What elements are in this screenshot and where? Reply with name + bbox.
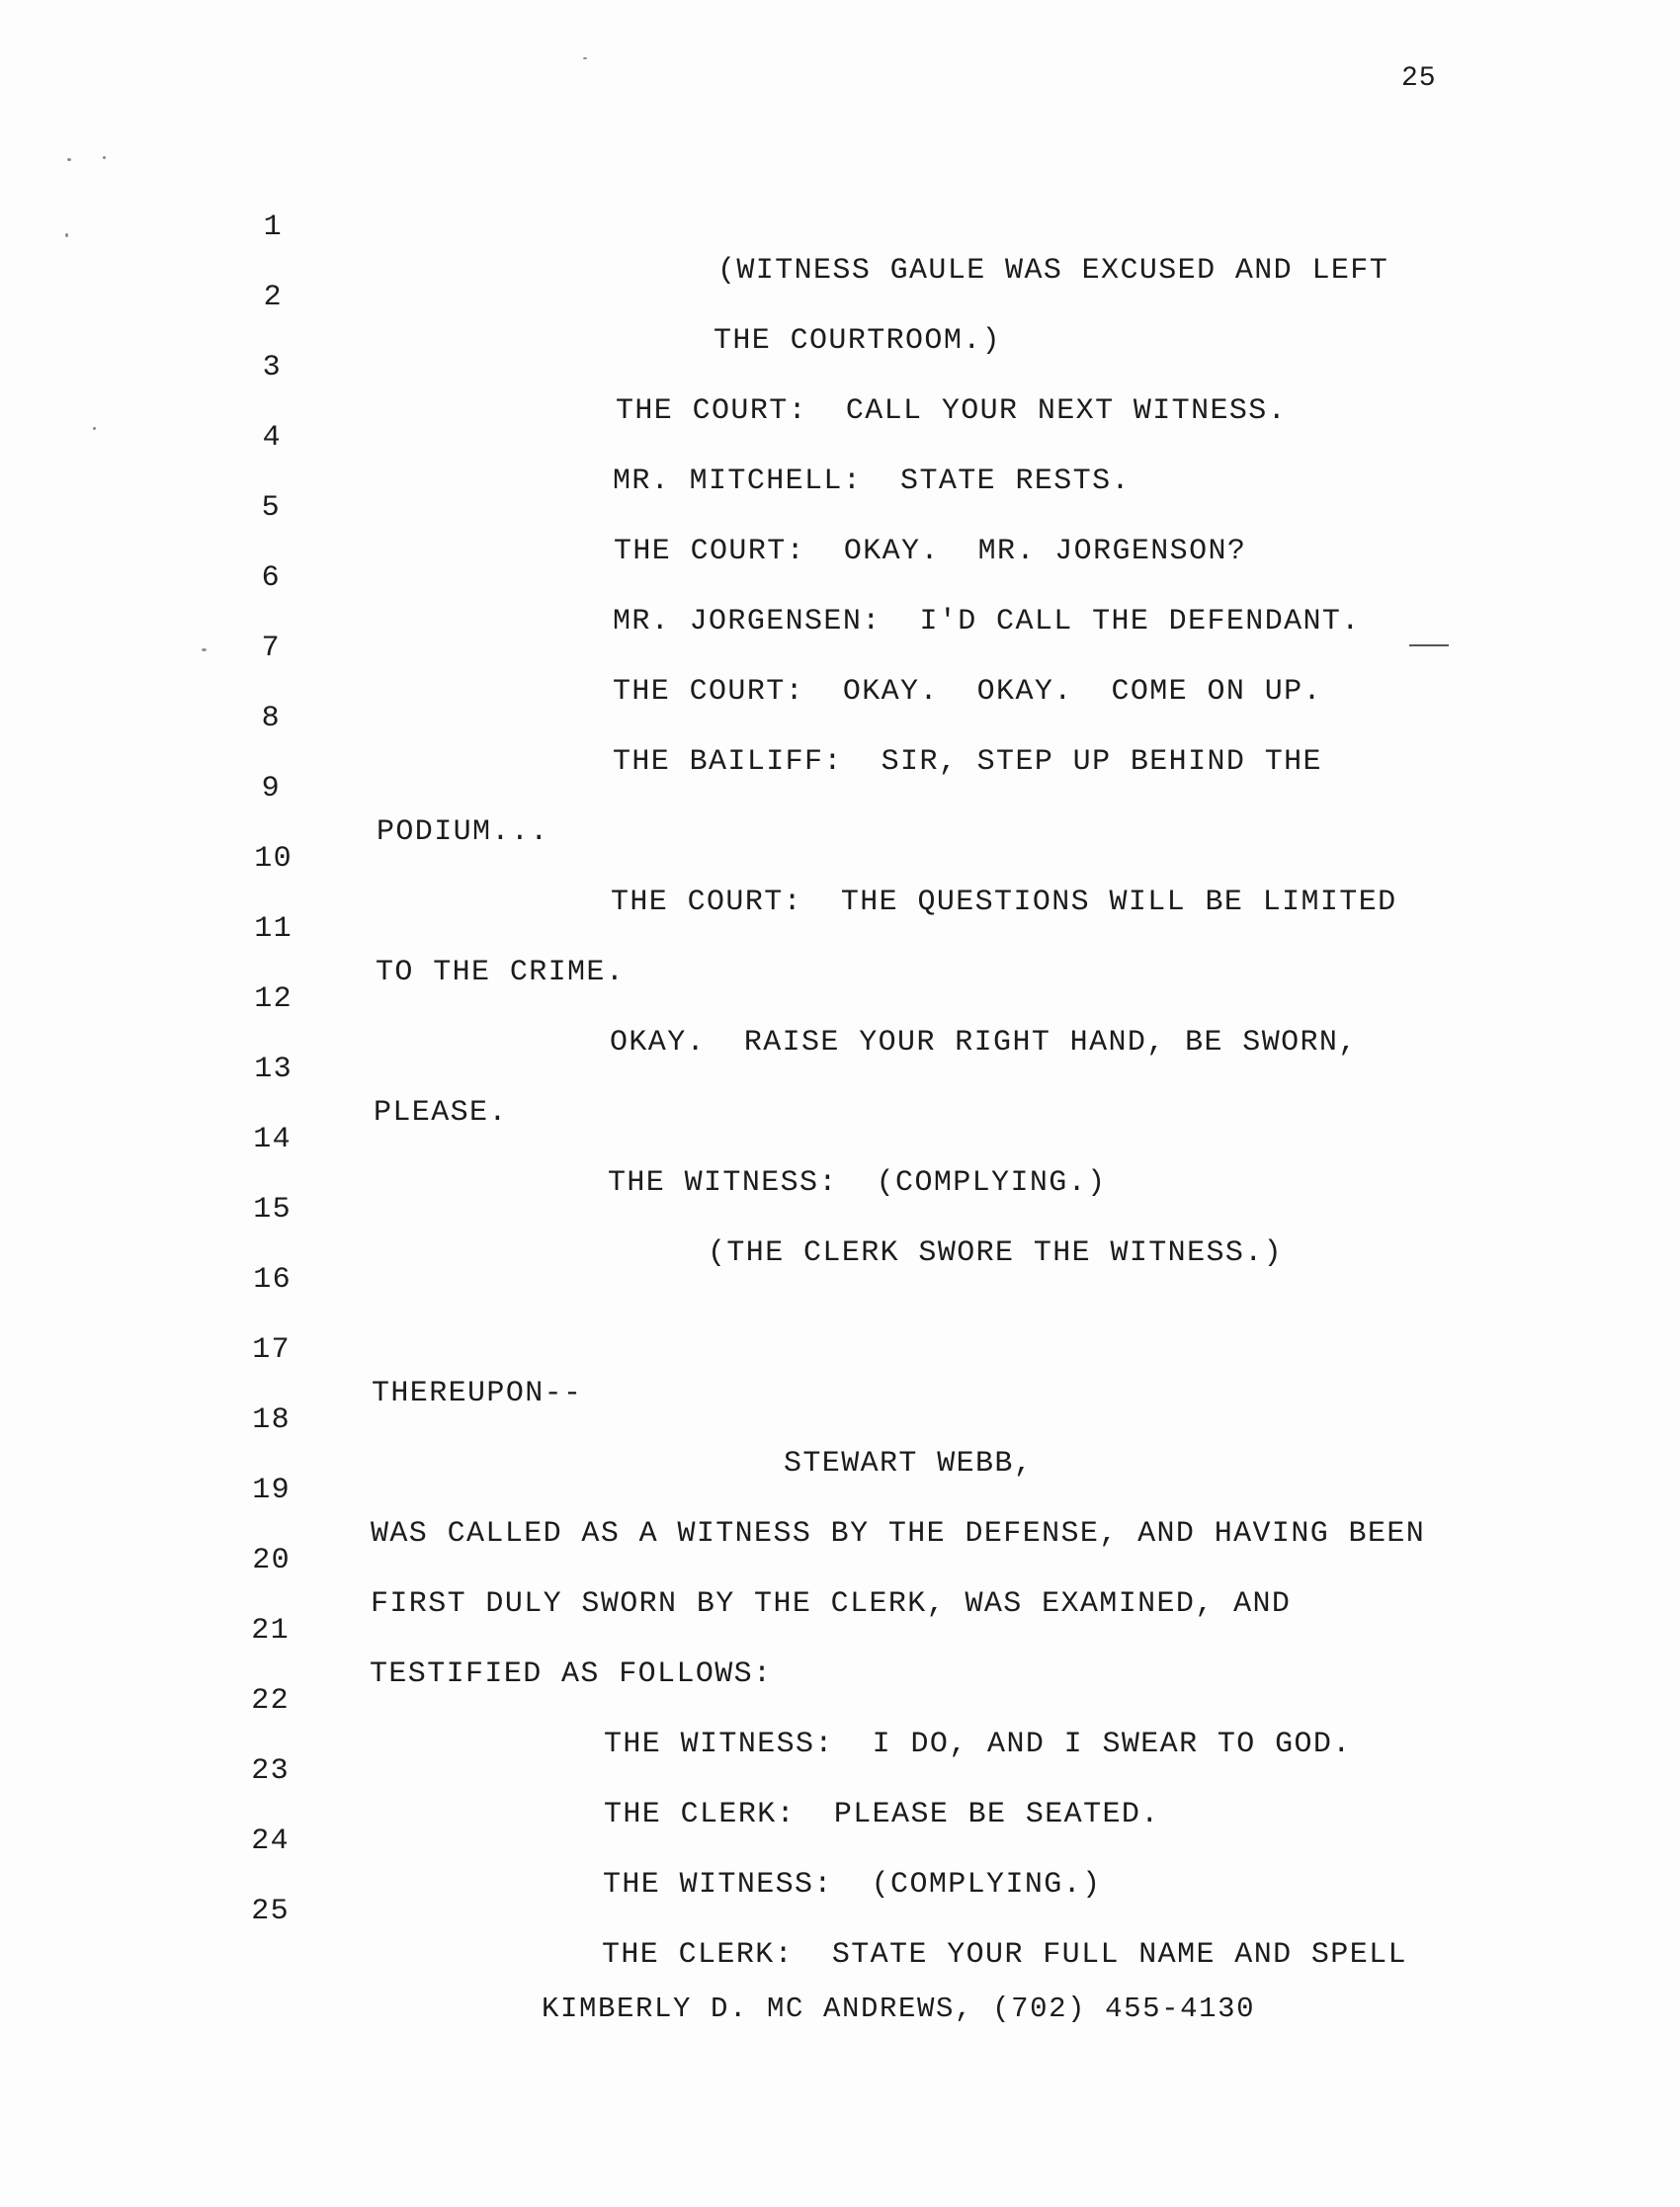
line-number: 24 [251, 1825, 290, 1858]
line-number: 1 [263, 211, 283, 244]
line-number: 17 [252, 1333, 291, 1367]
line-text: THE WITNESS: (COMPLYING.) [608, 1166, 1107, 1200]
transcript-line [0, 302, 1680, 428]
line-text: MR. JORGENSEN: I'D CALL THE DEFENDANT. [613, 605, 1361, 638]
line-number: 6 [261, 561, 281, 595]
transcript-line [0, 864, 1680, 989]
line-number: 16 [253, 1263, 292, 1297]
scan-speck [65, 233, 68, 237]
line-text: TO THE CRIME. [376, 956, 626, 989]
line-number: 18 [252, 1403, 291, 1437]
transcript-line [0, 513, 1680, 638]
transcript-line [0, 1495, 1680, 1621]
line-number: 3 [262, 351, 282, 384]
transcript-line [0, 1706, 1680, 1831]
transcript-line [0, 1285, 1680, 1410]
transcript-line [0, 794, 1680, 919]
line-number: 20 [252, 1544, 291, 1577]
transcript-line [0, 653, 1680, 779]
scan-speck [67, 158, 71, 161]
scan-speck [202, 648, 207, 651]
transcript-line [0, 162, 1680, 288]
line-text: THE CLERK: PLEASE BE SEATED. [604, 1798, 1160, 1831]
transcript-line [0, 1074, 1680, 1200]
line-number: 2 [263, 281, 283, 314]
transcript-line [0, 723, 1680, 849]
line-number: 21 [251, 1614, 290, 1648]
transcript-line [0, 443, 1680, 568]
line-text: THE COURT: OKAY. OKAY. COME ON UP. [613, 675, 1322, 709]
line-text: THE BAILIFF: SIR, STEP UP BEHIND THE [613, 745, 1322, 779]
line-text: FIRST DULY SWORN BY THE CLERK, WAS EXAMINED, AND [371, 1587, 1292, 1621]
court-reporter-info: KIMBERLY D. MC ANDREWS, (702) 455-4130 [542, 1993, 1256, 2025]
line-text: TESTIFIED AS FOLLOWS: [370, 1657, 773, 1691]
line-text: STEWART WEBB, [784, 1447, 1034, 1481]
line-number: 19 [252, 1474, 291, 1507]
transcript-line [0, 583, 1680, 709]
line-number: 11 [254, 912, 293, 946]
line-text: THE COURT: CALL YOUR NEXT WITNESS. [616, 394, 1288, 428]
line-number: 23 [251, 1754, 290, 1788]
page-number: 25 [1401, 63, 1437, 94]
line-text: THE COURT: THE QUESTIONS WILL BE LIMITED [611, 886, 1397, 919]
line-number: 25 [251, 1895, 290, 1928]
line-text: (WITNESS GAULE WAS EXCUSED AND LEFT [717, 254, 1389, 288]
line-number: 10 [254, 842, 293, 876]
line-number: 22 [251, 1684, 290, 1718]
line-number: 4 [262, 421, 282, 455]
line-number: 13 [254, 1053, 293, 1086]
line-number: 5 [261, 491, 281, 525]
line-text: (THE CLERK SWORE THE WITNESS.) [708, 1236, 1284, 1270]
transcript-line [0, 1004, 1680, 1130]
line-text: THE WITNESS: I DO, AND I SWEAR TO GOD. [604, 1728, 1352, 1761]
transcript-line [0, 1636, 1680, 1761]
line-text: THE CLERK: STATE YOUR FULL NAME AND SPELL [602, 1938, 1407, 1972]
transcript-line [0, 1846, 1680, 1972]
stray-dash-mark [1409, 644, 1449, 646]
line-text: THEREUPON-- [372, 1377, 583, 1410]
line-number: 12 [254, 982, 293, 1016]
line-text: THE COURTROOM.) [714, 324, 1002, 358]
transcript-line [0, 1145, 1680, 1270]
line-number: 8 [261, 702, 281, 735]
line-text: PLEASE. [374, 1096, 508, 1130]
line-text: OKAY. RAISE YOUR RIGHT HAND, BE SWORN, [610, 1026, 1358, 1060]
transcript-line [0, 934, 1680, 1060]
transcript-line [0, 232, 1680, 358]
line-text: PODIUM... [377, 815, 549, 849]
transcript-line [0, 373, 1680, 498]
transcript-line [0, 1566, 1680, 1691]
scan-speck [103, 156, 106, 159]
transcript-line [0, 1425, 1680, 1551]
scan-speck [583, 57, 587, 59]
line-number: 7 [261, 632, 281, 665]
line-number: 9 [261, 772, 281, 806]
line-text: MR. MITCHELL: STATE RESTS. [613, 465, 1131, 498]
line-number: 14 [253, 1123, 292, 1156]
line-text: WAS CALLED AS A WITNESS BY THE DEFENSE, AND HAVING BEEN [371, 1517, 1426, 1551]
scan-speck [93, 427, 96, 430]
line-number: 15 [253, 1193, 292, 1227]
transcript-line [0, 1776, 1680, 1902]
line-text: THE WITNESS: (COMPLYING.) [603, 1868, 1102, 1902]
transcript-line [0, 1215, 1680, 1297]
line-text: THE COURT: OKAY. MR. JORGENSON? [614, 535, 1247, 568]
transcript-line [0, 1355, 1680, 1481]
